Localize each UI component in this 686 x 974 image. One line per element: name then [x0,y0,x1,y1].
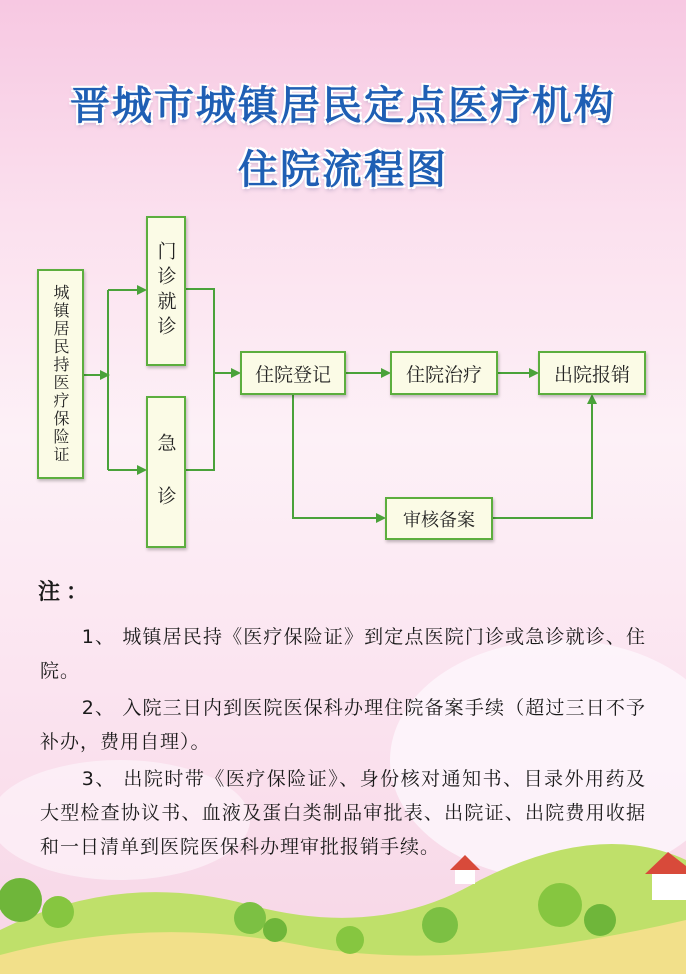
note-item-3: 3、 出院时带《医疗保险证》、身份核对通知书、目录外用药及大型检查协议书、血液及蛋白类制品审批表、出院证、出院费用收据和一日清单到医院医保科办理审批报销手续。 [40,768,646,858]
node-discharge [538,351,646,395]
node-admission [240,351,346,395]
node-outpatient [146,216,186,366]
notes-title: 注： [38,580,95,605]
node-admission-label: 住院登记 [254,363,331,386]
title-line-1: 晋城市城镇居民定点医疗机构 [70,83,616,129]
node-treatment-label: 住院治疗 [405,363,482,386]
node-treatment [390,351,498,395]
node-outpatient-label: 门诊就诊 [154,241,177,341]
outpatient-out [186,289,214,470]
notes-list [40,620,646,867]
arrow-review-to-discharge [493,396,592,518]
title-line-2: 住院流程图 [238,147,448,193]
node-start-label: 城镇居民持医疗保险证 [51,284,70,464]
node-discharge-label: 出院报销 [553,363,630,386]
arrow-admission-to-review [293,395,384,518]
node-review [385,497,493,540]
note-item-1: 1、 城镇居民持《医疗保险证》到定点医院门诊或急诊就诊、住院。 [40,626,646,682]
note-item-2: 2、 入院三日内到医院医保科办理住院备案手续（超过三日不予补办，费用自理）。 [40,697,646,753]
node-start [37,269,84,479]
node-review-label: 审核备案 [403,509,475,531]
node-emergency [146,396,186,548]
node-emergency-label: 急 诊 [154,433,177,511]
